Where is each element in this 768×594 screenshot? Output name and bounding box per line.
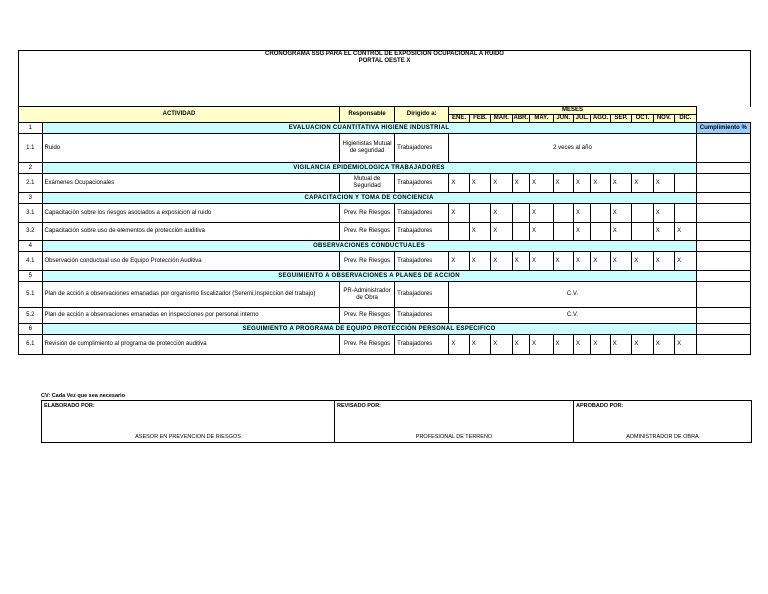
activity-row: [19, 223, 751, 241]
month-header: AGO.: [591, 115, 610, 123]
month-mark: X: [491, 252, 512, 271]
footnote: CV: Cada Vez que sea necesario: [41, 393, 126, 399]
signature-box: [574, 401, 752, 443]
row-number: 5.1: [19, 282, 43, 308]
month-mark: X: [653, 223, 674, 241]
cumplimiento-cell: [696, 163, 750, 174]
section-row: [19, 163, 751, 174]
month-mark: [591, 204, 610, 223]
month-mark: X: [469, 223, 490, 241]
cumplimiento-cell: [696, 324, 750, 335]
section-row: [19, 241, 751, 252]
signature-row: [42, 401, 752, 443]
month-header: JUL.: [573, 115, 590, 123]
header-blank: [696, 107, 750, 115]
month-mark: [632, 204, 653, 223]
document-subtitle: PORTAL OESTE X: [358, 58, 411, 64]
month-mark: X: [530, 174, 554, 193]
section-title: SEGUIMIENTO A OBSERVACIONES A PLANES DE ACCION: [42, 271, 696, 282]
header-cumplimiento: Cumplimiento %: [696, 123, 750, 134]
frequency-text: C.V.: [449, 282, 696, 308]
activity-row: [19, 335, 751, 355]
month-mark: X: [449, 174, 469, 193]
row-number: 5.2: [19, 308, 43, 324]
month-mark: [675, 204, 696, 223]
dirigido-text: Trabajadores: [395, 174, 449, 193]
frequency-text: C.V.: [449, 308, 696, 324]
activity-row: [19, 174, 751, 193]
month-mark: X: [491, 335, 512, 355]
month-mark: X: [553, 252, 573, 271]
month-header: JUN.: [553, 115, 573, 123]
header-dirigido: Dirigido a:: [395, 107, 449, 123]
activity-text: Ruido: [42, 134, 339, 163]
month-mark: X: [653, 335, 674, 355]
month-mark: X: [530, 252, 554, 271]
header-blank-2: [696, 115, 750, 123]
cumplimiento-cell: [696, 193, 750, 204]
month-mark: [469, 204, 490, 223]
month-mark: X: [449, 204, 469, 223]
signature-role: ADMINISTRADOR DE OBRA: [626, 434, 699, 440]
section-title: VIGILANCIA EPIDEMIOLOGICA TRABAJADORES: [42, 163, 696, 174]
cumplimiento-cell: [696, 252, 750, 271]
month-header: DIC.: [675, 115, 696, 123]
dirigido-text: Trabajadores: [395, 252, 449, 271]
section-number: 3: [19, 193, 43, 204]
activity-text: Plan de acción a observaciones emanadas por organismo fiscalizador (Seremi,Inspeccion del trabajo): [42, 282, 339, 308]
month-header: NOV.: [653, 115, 674, 123]
month-mark: X: [610, 223, 631, 241]
cumplimiento-cell: [696, 308, 750, 324]
month-mark: X: [675, 252, 696, 271]
month-mark: X: [591, 252, 610, 271]
month-mark: X: [653, 252, 674, 271]
month-mark: X: [632, 174, 653, 193]
month-mark: X: [591, 335, 610, 355]
month-mark: X: [632, 335, 653, 355]
section-number: 5: [19, 271, 43, 282]
dirigido-text: Trabajadores: [395, 223, 449, 241]
row-number: 3.1: [19, 204, 43, 223]
cumplimiento-cell: [696, 241, 750, 252]
month-mark: [553, 223, 573, 241]
month-mark: X: [573, 252, 590, 271]
signature-label: ELABORADO POR:: [44, 403, 95, 409]
month-mark: X: [610, 174, 631, 193]
signature-role: PROFESIONAL DE TERRENO: [415, 434, 493, 440]
header-responsable: Responsable: [339, 107, 394, 123]
month-mark: X: [591, 174, 610, 193]
signature-box: [335, 401, 574, 443]
responsable-text: Prev. Re Riesgos: [339, 335, 394, 355]
activity-text: Exámenes Ocupacionales: [42, 174, 339, 193]
activity-text: Revisión de cumplimiento al programa de protección auditiva: [42, 335, 339, 355]
month-mark: X: [469, 174, 490, 193]
month-mark: X: [449, 335, 469, 355]
month-mark: X: [573, 174, 590, 193]
month-mark: X: [610, 335, 631, 355]
responsable-text: Prev. Re Riesgos: [339, 308, 394, 324]
responsable-text: Prev. Re Riesgos: [339, 223, 394, 241]
month-mark: X: [512, 174, 529, 193]
activity-row: [19, 204, 751, 223]
frequency-text: 2 veces al año: [449, 134, 696, 163]
month-mark: X: [675, 335, 696, 355]
month-mark: [675, 174, 696, 193]
month-mark: X: [573, 204, 590, 223]
cumplimiento-cell: [696, 282, 750, 308]
signature-label: APROBADO POR:: [576, 403, 624, 409]
schedule-sheet: [18, 50, 751, 355]
signature-box: [42, 401, 335, 443]
month-header: ENE.: [449, 115, 469, 123]
cumplimiento-cell: [696, 204, 750, 223]
month-mark: X: [653, 174, 674, 193]
month-header: ABR.: [513, 115, 529, 121]
responsable-text: Mutual de Seguridad: [339, 174, 394, 193]
responsable-text: Higienistas Mutual de seguridad: [339, 134, 394, 163]
month-header: MAY.: [530, 115, 554, 123]
section-number: 6: [19, 324, 43, 335]
month-mark: X: [530, 223, 554, 241]
month-mark: X: [491, 204, 512, 223]
month-mark: X: [491, 223, 512, 241]
activity-row: [19, 252, 751, 271]
header-meses: MESES: [449, 107, 696, 115]
section-number: 1: [19, 123, 43, 134]
month-header: OCT.: [632, 115, 653, 123]
activity-row: [19, 308, 751, 324]
dirigido-text: Trabajadores: [395, 308, 449, 324]
month-mark: X: [530, 204, 554, 223]
section-row: [19, 193, 751, 204]
responsable-text: Prev. Re Riesgos: [339, 252, 394, 271]
month-mark: X: [610, 204, 631, 223]
dirigido-text: Trabajadores: [395, 282, 449, 308]
month-mark: [449, 223, 469, 241]
activity-text: Capacitación sobre uso de elementos de protección auditiva: [42, 223, 339, 241]
month-mark: X: [469, 335, 490, 355]
row-number: 6.1: [19, 335, 43, 355]
cumplimiento-cell: [696, 223, 750, 241]
month-mark: [512, 204, 529, 223]
cumplimiento-cell: [696, 271, 750, 282]
month-mark: X: [610, 252, 631, 271]
header-actividad: ACTIVIDAD: [19, 107, 340, 123]
month-mark: X: [573, 335, 590, 355]
section-row: [19, 271, 751, 282]
month-mark: [553, 204, 573, 223]
section-number: 4: [19, 241, 43, 252]
month-mark: X: [632, 252, 653, 271]
dirigido-text: Trabajadores: [395, 204, 449, 223]
signature-role: ASESOR EN PREVENCION DE RIESGOS: [135, 434, 241, 440]
section-number: 2: [19, 163, 43, 174]
month-mark: X: [530, 335, 554, 355]
month-mark: X: [573, 223, 590, 241]
cumplimiento-cell: [696, 335, 750, 355]
section-row: [19, 324, 751, 335]
cumplimiento-cell: [696, 134, 750, 163]
activity-row: [19, 134, 751, 163]
section-title: EVALUACION CUANTITATIVA HIGIENE INDUSTRIAL: [42, 123, 696, 134]
month-mark: X: [449, 252, 469, 271]
schedule-table: [18, 50, 751, 355]
month-mark: X: [491, 174, 512, 193]
activity-text: Capacitación sobre los riesgos asociados a exposicion al ruido: [42, 204, 339, 223]
dirigido-text: Trabajadores: [395, 335, 449, 355]
row-number: 1.1: [19, 134, 43, 163]
document-title: CRONOGRAMA SSG PARA EL CONTROL DE EXPOSICION OCUPACIONAL A RUIDO: [265, 51, 504, 57]
month-mark: X: [553, 335, 573, 355]
cumplimiento-cell: [696, 174, 750, 193]
row-number: 4.1: [19, 252, 43, 271]
section-title: SEGUIMIENTO A PROGRAMA DE EQUIPO PROTECCIÓN PERSONAL ESPECIFICO: [42, 324, 696, 335]
month-mark: X: [653, 204, 674, 223]
month-mark: X: [512, 335, 529, 355]
title-block: [19, 51, 751, 107]
responsable-text: PR-Administrador de Obra: [339, 282, 394, 308]
month-header: MAR.: [491, 115, 512, 123]
signature-table: [41, 400, 752, 443]
month-mark: X: [553, 174, 573, 193]
month-mark: [632, 223, 653, 241]
row-number: 2.1: [19, 174, 43, 193]
signature-label: REVISADO POR:: [337, 403, 382, 409]
month-header: FEB.: [469, 115, 490, 123]
activity-row: [19, 282, 751, 308]
activity-text: Plan de acción a observaciones emanadas en inspecciones por personal interno: [42, 308, 339, 324]
section-title: CAPACITACION Y TOMA DE CONCIENCIA: [42, 193, 696, 204]
responsable-text: Prev. Re Riesgos: [339, 204, 394, 223]
section-title: OBSERVACIONES CONDUCTUALES: [42, 241, 696, 252]
section-row: [19, 123, 751, 134]
month-mark: [591, 223, 610, 241]
month-mark: X: [512, 252, 529, 271]
activity-text: Observación conductual uso de Equipo Protección Auditiva: [42, 252, 339, 271]
month-mark: [512, 223, 529, 241]
dirigido-text: Trabajadores: [395, 134, 449, 163]
month-mark: X: [469, 252, 490, 271]
month-header: SEP.: [610, 115, 631, 123]
row-number: 3.2: [19, 223, 43, 241]
month-mark: X: [675, 223, 696, 241]
